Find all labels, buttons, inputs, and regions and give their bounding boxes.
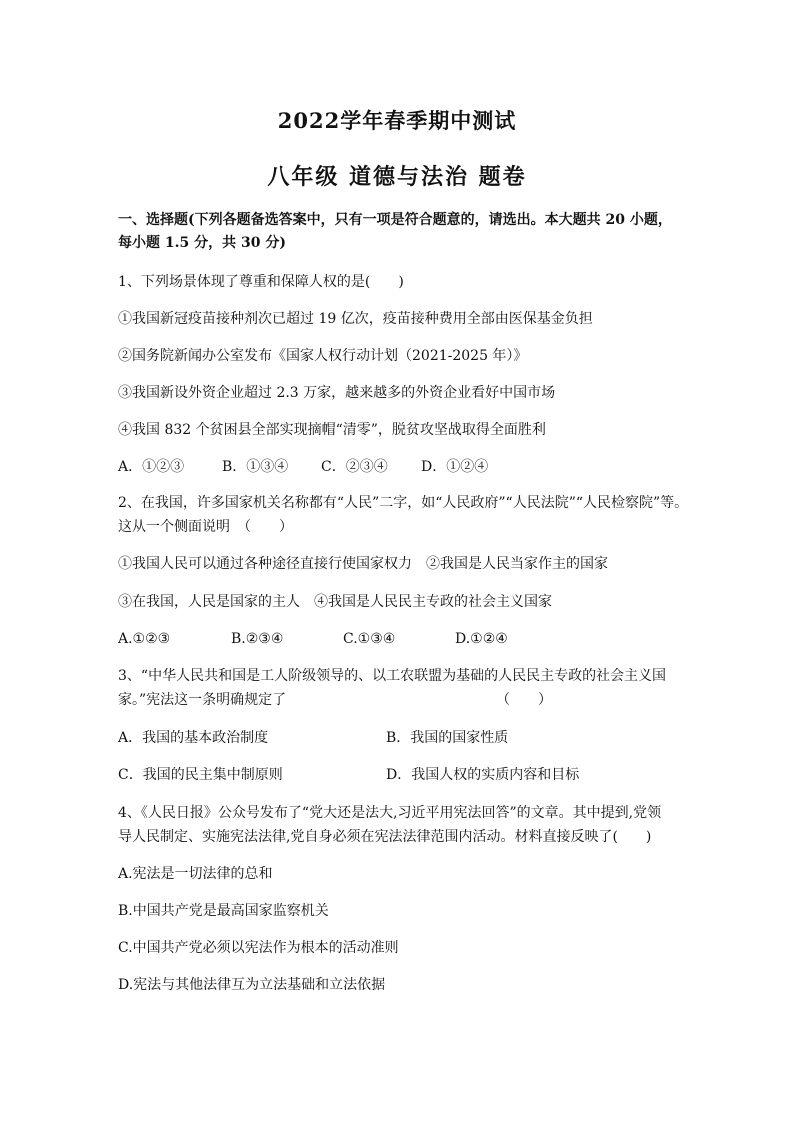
q3-option-b: B．我国的国家性质 <box>386 730 509 746</box>
q2-item-1-2: ①我国人民可以通过各种途径直接行使国家权力 ②我国是人民当家作主的国家 <box>118 556 608 572</box>
q4-option-a: A.宪法是一切法律的总和 <box>118 866 273 882</box>
q3-answer-paren: （ ） <box>496 692 552 708</box>
q1-option-d: D．①②④ <box>421 459 489 475</box>
q4-stem-line1: 4、《人民日报》公众号发布了“党大还是法大,习近平用宪法回答”的文章。其中提到,党领 <box>118 805 662 821</box>
q3-stem-line1: 3、“中华人民共和国是工人阶级领导的、以工农联盟为基础的人民民主专政的社会主义国 <box>118 668 667 684</box>
q2-option-b: B.②③④ <box>231 631 284 647</box>
q1-option-a: A．①②③ <box>118 459 185 475</box>
q1-item-3: ③我国新设外资企业超过 2.3 万家，越来越多的外资企业看好中国市场 <box>118 385 556 401</box>
q4-stem-line2: 导人民制定、实施宪法法律,党自身必须在宪法法律范围内活动。材料直接反映了( ) <box>118 829 652 845</box>
q1-item-4: ④我国 832 个贫困县全部实现摘帽“清零”，脱贫攻坚战取得全面胜利 <box>118 422 546 438</box>
q1-options <box>118 457 488 477</box>
q1-option-b: B．①③④ <box>222 459 289 475</box>
q3-option-c: C．我国的民主集中制原则 <box>118 767 283 783</box>
q2-option-d: D.①②④ <box>455 631 508 647</box>
q3-option-d: D．我国人权的实质内容和目标 <box>386 767 580 783</box>
q2-options <box>118 629 508 649</box>
q1-item-2: ②国务院新闻办公室发布《国家人权行动计划（2021-2025 年）》 <box>118 348 528 364</box>
q4-option-d: D.宪法与其他法律互为立法基础和立法依据 <box>118 977 386 993</box>
q1-item-1: ①我国新冠疫苗接种剂次已超过 19 亿次，疫苗接种费用全部由医保基金负担 <box>118 311 593 327</box>
exam-subtitle: 八年级 道德与法治 题卷 <box>267 164 527 190</box>
q4-option-c: C.中国共产党必须以宪法作为根本的活动准则 <box>118 940 399 956</box>
q3-stem-line2 <box>118 690 552 710</box>
section-heading-line2: 每小题 1.5 分，共 30 分) <box>118 235 286 251</box>
q2-option-c: C.①③④ <box>343 631 396 647</box>
q2-stem-line2: 这从一个侧面说明 （ ） <box>118 519 293 535</box>
q4-option-b: B.中国共产党是最高国家监察机关 <box>118 903 329 919</box>
q1-stem: 1、下列场景体现了尊重和保障人权的是( ) <box>118 274 404 290</box>
q3-option-a: A．我国的基本政治制度 <box>118 730 269 746</box>
exam-title: 2022学年春季期中测试 <box>277 108 517 133</box>
q2-option-a: A.①②③ <box>118 631 171 647</box>
q2-stem-line1: 2、在我国，许多国家机关名称都有“人民”二字，如“人民政府”“人民法院”“人民检察院”等。 <box>118 495 689 511</box>
q2-item-3-4: ③在我国，人民是国家的主人 ④我国是人民民主专政的社会主义国家 <box>118 594 552 610</box>
q1-option-c: C．②③④ <box>321 459 388 475</box>
q3-stem-text: 家。”宪法这一条明确规定了 <box>118 692 287 708</box>
section-heading-line1: 一、选择题(下列各题备选答案中，只有一项是符合题意的，请选出。本大题共 20 小题， <box>118 212 672 228</box>
